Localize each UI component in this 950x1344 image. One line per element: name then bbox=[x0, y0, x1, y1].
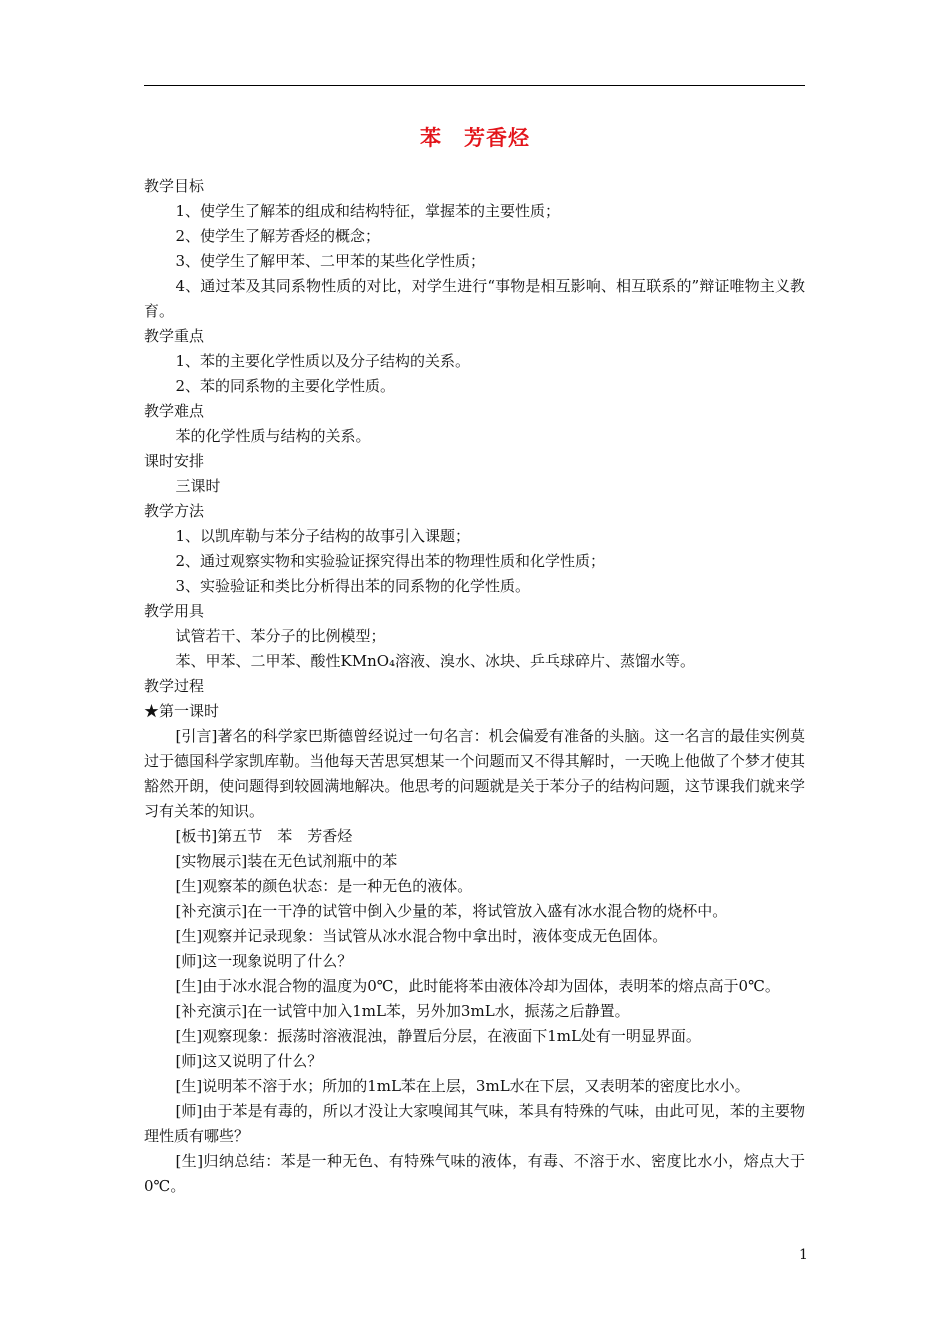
process-paragraph: [板书]第五节 苯 芳香烃 bbox=[175, 827, 353, 845]
key-point-item: 2、苯的同系物的主要化学性质。 bbox=[175, 377, 396, 395]
goal-item: 1、使学生了解苯的组成和结构特征，掌握苯的主要性质； bbox=[175, 202, 561, 220]
process-paragraph: [生]说明苯不溶于水；所加的1mL苯在上层，3mL水在下层，又表明苯的密度比水小。 bbox=[175, 1077, 750, 1095]
process-paragraph: [生]观察现象：振荡时溶液混浊，静置后分层，在液面下1mL处有一明显界面。 bbox=[175, 1027, 701, 1045]
process-paragraph: [师]由于苯是有毒的，所以才没让大家嗅闻其气味，苯具有特殊的气味，由此可见，苯的主要物理性质有哪些？ bbox=[144, 1102, 805, 1145]
methods-heading: 教学方法 bbox=[144, 502, 205, 520]
goal-item: 3、使学生了解甲苯、二甲苯的某些化学性质； bbox=[175, 252, 486, 270]
lesson-heading: ★第一课时 bbox=[144, 702, 220, 720]
process-paragraph: [师]这又说明了什么？ bbox=[175, 1052, 323, 1070]
process-paragraph: [补充演示]在一试管中加入1mL苯，另外加3mL水，振荡之后静置。 bbox=[175, 1002, 630, 1020]
page-number: 1 bbox=[799, 1247, 808, 1263]
header-rule bbox=[144, 85, 805, 86]
hours-item: 三课时 bbox=[175, 477, 221, 495]
hours-heading: 课时安排 bbox=[144, 452, 205, 470]
process-paragraph: [生]归纳总结：苯是一种无色、有特殊气味的液体，有毒、不溶于水、密度比水小，熔点大于0℃。 bbox=[144, 1152, 805, 1195]
document-title: 苯 芳香烃 bbox=[420, 125, 530, 150]
process-paragraph: [生]由于冰水混合物的温度为0℃，此时能将苯由液体冷却为固体，表明苯的熔点高于0℃。 bbox=[175, 977, 780, 995]
method-item: 1、以凯库勒与苯分子结构的故事引入课题； bbox=[175, 527, 471, 545]
process-paragraph: [补充演示]在一干净的试管中倒入少量的苯，将试管放入盛有冰水混合物的烧杯中。 bbox=[175, 902, 728, 920]
method-item: 3、实验验证和类比分析得出苯的同系物的化学性质。 bbox=[175, 577, 531, 595]
tool-item: 苯、甲苯、二甲苯、酸性KMnO₄溶液、溴水、冰块、乒乓球碎片、蒸馏水等。 bbox=[175, 652, 696, 670]
process-paragraph: [实物展示]装在无色试剂瓶中的苯 bbox=[175, 852, 398, 870]
key-points-heading: 教学重点 bbox=[144, 327, 205, 345]
process-paragraph: [生]观察并记录现象：当试管从冰水混合物中拿出时，液体变成无色固体。 bbox=[175, 927, 668, 945]
goal-item: 4、通过苯及其同系物性质的对比，对学生进行“事物是相互影响、相互联系的”辩证唯物主义教育。 bbox=[144, 277, 805, 320]
difficulty-item: 苯的化学性质与结构的关系。 bbox=[175, 427, 371, 445]
method-item: 2、通过观察实物和实验验证探究得出苯的物理性质和化学性质； bbox=[175, 552, 606, 570]
key-point-item: 1、苯的主要化学性质以及分子结构的关系。 bbox=[175, 352, 471, 370]
process-paragraph: [引言]著名的科学家巴斯德曾经说过一句名言：机会偏爱有准备的头脑。这一名言的最佳实例莫过于德国科学家凯库勒。当他每天苦思冥想某一个问题而又不得其解时，一天晚上他做了个梦才使其豁然开朗，使问题得到较圆满地解决。他思考的问题就是关于苯分子的结构问题，这节课我们就来学习有关苯的知识。 bbox=[144, 727, 805, 820]
document-body bbox=[144, 174, 805, 1199]
difficulty-heading: 教学难点 bbox=[144, 402, 205, 420]
tools-heading: 教学用具 bbox=[144, 602, 205, 620]
goals-heading: 教学目标 bbox=[144, 177, 205, 195]
process-paragraph: [师]这一现象说明了什么？ bbox=[175, 952, 353, 970]
goal-item: 2、使学生了解芳香烃的概念； bbox=[175, 227, 381, 245]
process-paragraph: [生]观察苯的颜色状态：是一种无色的液体。 bbox=[175, 877, 473, 895]
tool-item: 试管若干、苯分子的比例模型； bbox=[175, 627, 386, 645]
process-heading: 教学过程 bbox=[144, 677, 205, 695]
